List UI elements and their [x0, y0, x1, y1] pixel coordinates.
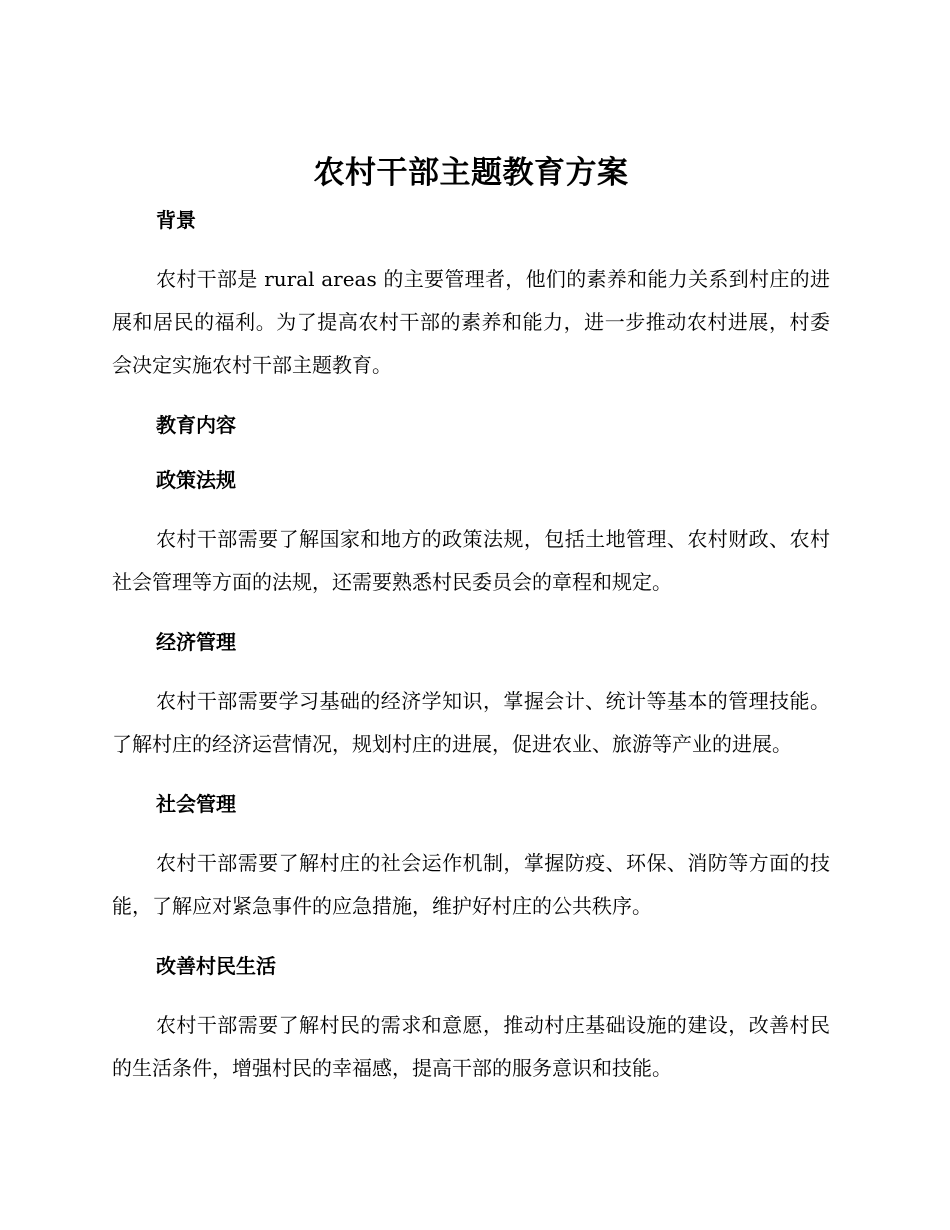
heading-education-content: 教育内容: [156, 413, 236, 437]
paragraph-background: 农村干部是 rural areas 的主要管理者，他们的素养和能力关系到村庄的进展和居民的福利。为了提高农村干部的素养和能力，进一步推动农村进展，村委会决定实施农村干部主题教育。: [112, 267, 830, 377]
paragraph-society: 农村干部需要了解村庄的社会运作机制，掌握防疫、环保、消防等方面的技能，了解应对紧急事件的应急措施，维护好村庄的公共秩序。: [112, 851, 830, 918]
heading-livelihood: 改善村民生活: [156, 954, 276, 978]
heading-economy: 经济管理: [156, 630, 236, 654]
paragraph-economy: 农村干部需要学习基础的经济学知识，掌握会计、统计等基本的管理技能。了解村庄的经济运营情况，规划村庄的进展，促进农业、旅游等产业的进展。: [112, 689, 830, 756]
document-title: 农村干部主题教育方案: [313, 155, 629, 191]
heading-society: 社会管理: [156, 792, 236, 816]
paragraph-policy: 农村干部需要了解国家和地方的政策法规，包括土地管理、农村财政、农村社会管理等方面的法规，还需要熟悉村民委员会的章程和规定。: [112, 527, 830, 594]
paragraph-livelihood: 农村干部需要了解村民的需求和意愿，推动村庄基础设施的建设，改善村民的生活条件，增强村民的幸福感，提高干部的服务意识和技能。: [112, 1013, 830, 1080]
document-page: [112, 150, 830, 1090]
heading-policy: 政策法规: [156, 468, 236, 492]
heading-background: 背景: [156, 208, 196, 232]
